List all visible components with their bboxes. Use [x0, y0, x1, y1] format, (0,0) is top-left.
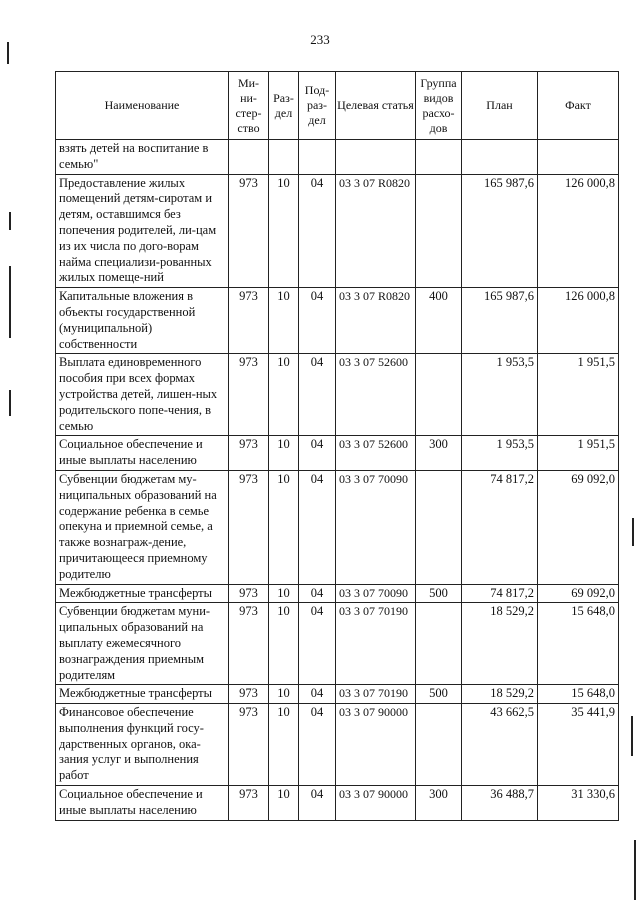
row-ministry: 973	[229, 603, 269, 685]
row-fact: 15 648,0	[538, 603, 619, 685]
row-group: 500	[416, 584, 462, 603]
row-section: 10	[269, 174, 299, 288]
header-target: Целевая статья	[336, 72, 416, 140]
row-name: Выплата единовременного пособия при всех формах устройства детей, лишен-ных родительского попе-чения, в семью	[56, 354, 229, 436]
row-fact: 126 000,8	[538, 174, 619, 288]
row-plan: 18 529,2	[462, 685, 538, 704]
row-plan: 36 488,7	[462, 786, 538, 821]
row-section: 10	[269, 288, 299, 354]
row-section: 10	[269, 584, 299, 603]
row-name: Капитальные вложения в объекты государственной (муниципальной) собственности	[56, 288, 229, 354]
scan-edge-mark	[9, 266, 11, 338]
scan-edge-mark	[9, 390, 11, 416]
row-group: 400	[416, 288, 462, 354]
row-target: 03 3 07 52600	[336, 436, 416, 471]
scan-edge-mark	[632, 518, 634, 546]
table-row	[56, 140, 619, 175]
row-target: 03 3 07 90000	[336, 786, 416, 821]
row-plan: 74 817,2	[462, 470, 538, 584]
header-section: Раз-дел	[269, 72, 299, 140]
scan-edge-mark	[634, 840, 636, 900]
row-subsection: 04	[299, 354, 336, 436]
header-name: Наименование	[56, 72, 229, 140]
row-group	[416, 603, 462, 685]
row-group: 500	[416, 685, 462, 704]
row-section	[269, 140, 299, 175]
row-group: 300	[416, 786, 462, 821]
row-group	[416, 704, 462, 786]
row-section: 10	[269, 685, 299, 704]
row-subsection: 04	[299, 174, 336, 288]
row-name: Межбюджетные трансферты	[56, 584, 229, 603]
row-name: Субвенции бюджетам муни-ципальных образований на выплату ежемесячного вознаграждения приемным родителям	[56, 603, 229, 685]
table-row	[56, 685, 619, 704]
table-row	[56, 436, 619, 471]
table-row	[56, 584, 619, 603]
row-section: 10	[269, 470, 299, 584]
row-subsection: 04	[299, 704, 336, 786]
row-section: 10	[269, 436, 299, 471]
table-row	[56, 288, 619, 354]
row-target: 03 3 07 70090	[336, 470, 416, 584]
row-name: Социальное обеспечение и иные выплаты населению	[56, 436, 229, 471]
row-ministry: 973	[229, 354, 269, 436]
row-plan	[462, 140, 538, 175]
header-subsection: Под-раз-дел	[299, 72, 336, 140]
row-section: 10	[269, 354, 299, 436]
row-name: взять детей на воспитание в семью"	[56, 140, 229, 175]
row-target	[336, 140, 416, 175]
row-fact	[538, 140, 619, 175]
row-section: 10	[269, 704, 299, 786]
row-plan: 165 987,6	[462, 174, 538, 288]
row-fact: 1 951,5	[538, 354, 619, 436]
scan-edge-mark	[7, 42, 9, 64]
row-fact: 31 330,6	[538, 786, 619, 821]
row-group: 300	[416, 436, 462, 471]
row-group	[416, 174, 462, 288]
row-target: 03 3 07 90000	[336, 704, 416, 786]
table-row	[56, 354, 619, 436]
header-fact: Факт	[538, 72, 619, 140]
row-plan: 18 529,2	[462, 603, 538, 685]
row-target: 03 3 07 70190	[336, 685, 416, 704]
row-name: Предоставление жилых помещений детям-сиротам и детям, оставшимся без попечения родителей, ли-цам из их числа по дого-ворам найма специализи-рованных жилых помеще-ний	[56, 174, 229, 288]
row-subsection: 04	[299, 470, 336, 584]
row-group	[416, 470, 462, 584]
scan-edge-mark	[631, 716, 633, 756]
row-fact: 15 648,0	[538, 685, 619, 704]
row-subsection	[299, 140, 336, 175]
row-ministry: 973	[229, 288, 269, 354]
row-ministry: 973	[229, 704, 269, 786]
table-row	[56, 470, 619, 584]
row-fact: 126 000,8	[538, 288, 619, 354]
row-ministry: 973	[229, 174, 269, 288]
budget-table	[55, 71, 619, 821]
table-header-row	[56, 72, 619, 140]
row-plan: 74 817,2	[462, 584, 538, 603]
row-ministry	[229, 140, 269, 175]
header-ministry: Ми-ни-стер-ство	[229, 72, 269, 140]
table-row	[56, 603, 619, 685]
row-name: Социальное обеспечение и иные выплаты населению	[56, 786, 229, 821]
row-plan: 43 662,5	[462, 704, 538, 786]
row-plan: 1 953,5	[462, 354, 538, 436]
table-row	[56, 786, 619, 821]
row-plan: 1 953,5	[462, 436, 538, 471]
header-expense-group: Группа видов расхо-дов	[416, 72, 462, 140]
row-ministry: 973	[229, 786, 269, 821]
row-target: 03 3 07 R0820	[336, 174, 416, 288]
row-fact: 69 092,0	[538, 584, 619, 603]
row-subsection: 04	[299, 288, 336, 354]
row-subsection: 04	[299, 584, 336, 603]
row-section: 10	[269, 603, 299, 685]
table-row	[56, 174, 619, 288]
header-plan: План	[462, 72, 538, 140]
row-fact: 69 092,0	[538, 470, 619, 584]
row-target: 03 3 07 52600	[336, 354, 416, 436]
page-number: 233	[310, 32, 330, 47]
row-ministry: 973	[229, 436, 269, 471]
table-row	[56, 704, 619, 786]
row-plan: 165 987,6	[462, 288, 538, 354]
row-ministry: 973	[229, 584, 269, 603]
row-section: 10	[269, 786, 299, 821]
row-name: Субвенции бюджетам му-ниципальных образований на содержание ребенка в семье опекуна и приемной семье, а также вознаграж-дение, причитающееся приемному родителю	[56, 470, 229, 584]
row-subsection: 04	[299, 436, 336, 471]
row-name: Финансовое обеспечение выполнения функций госу-дарственных органов, ока-зания услуг и выполнения работ	[56, 704, 229, 786]
row-fact: 1 951,5	[538, 436, 619, 471]
row-target: 03 3 07 R0820	[336, 288, 416, 354]
row-fact: 35 441,9	[538, 704, 619, 786]
row-subsection: 04	[299, 685, 336, 704]
row-group	[416, 140, 462, 175]
row-ministry: 973	[229, 470, 269, 584]
row-ministry: 973	[229, 685, 269, 704]
row-target: 03 3 07 70090	[336, 584, 416, 603]
row-subsection: 04	[299, 786, 336, 821]
row-target: 03 3 07 70190	[336, 603, 416, 685]
row-subsection: 04	[299, 603, 336, 685]
scan-edge-mark	[9, 212, 11, 230]
row-name: Межбюджетные трансферты	[56, 685, 229, 704]
row-group	[416, 354, 462, 436]
